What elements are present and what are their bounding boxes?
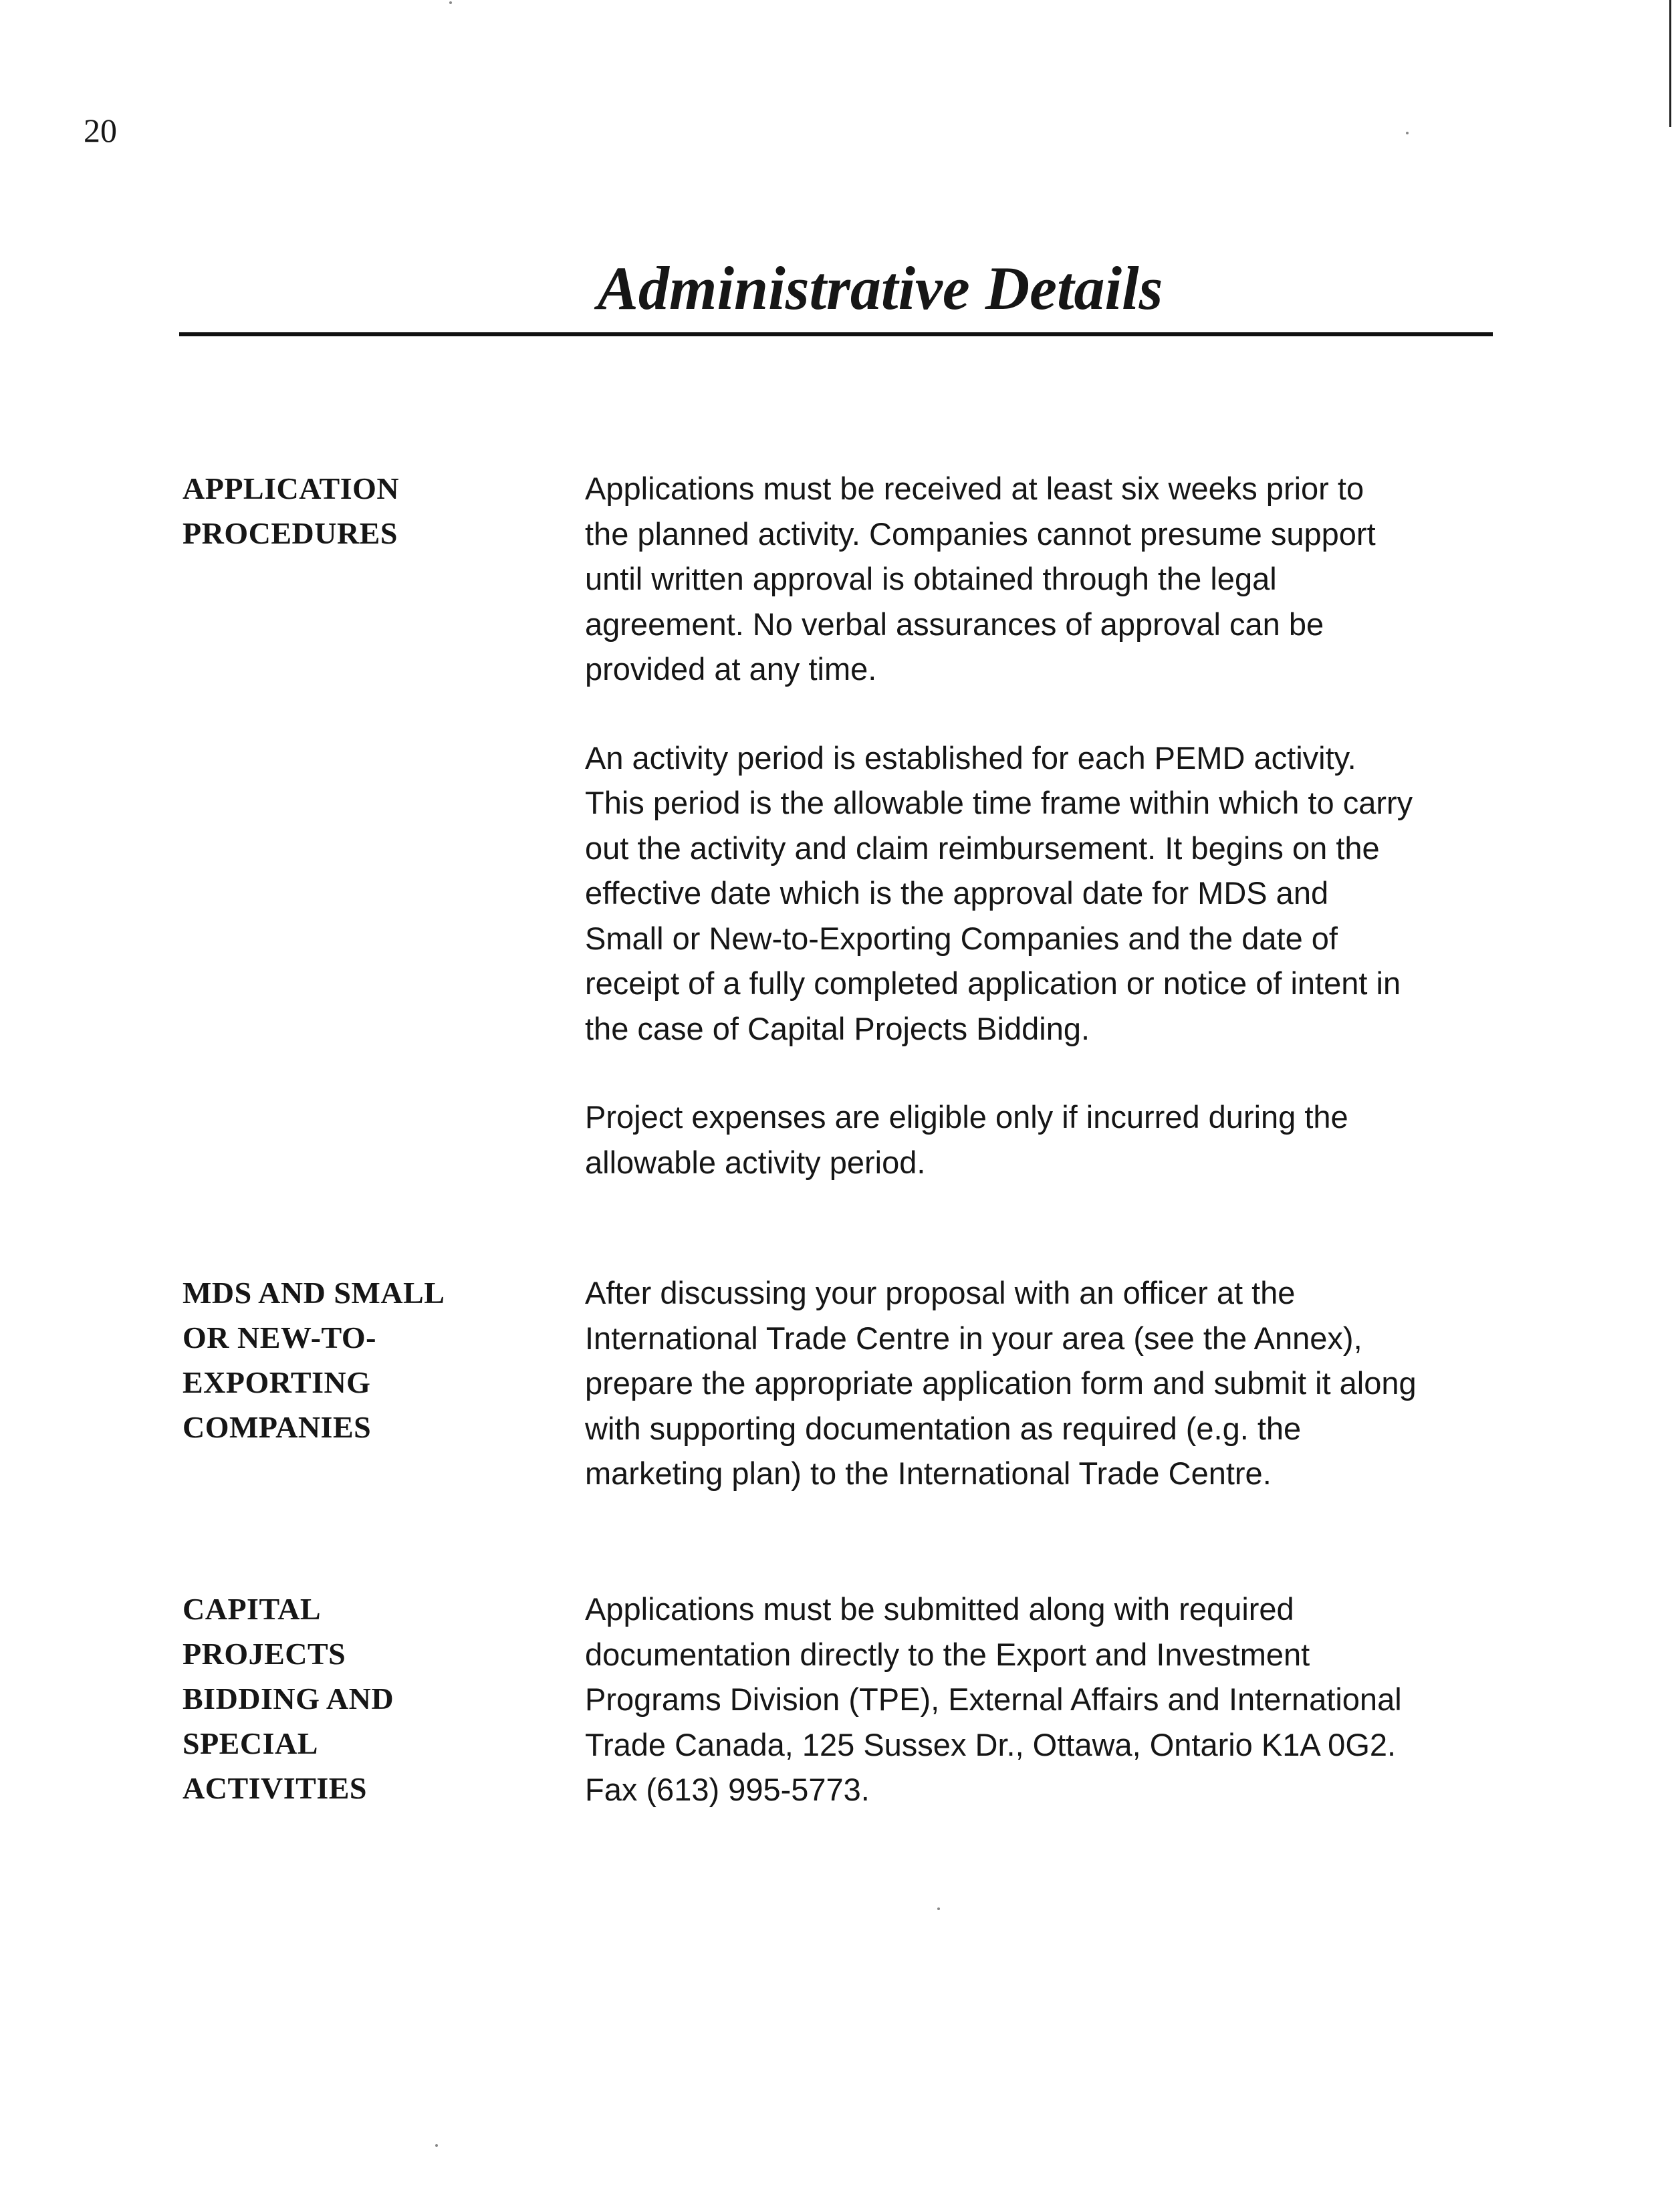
section-heading-line: PROCEDURES (183, 516, 398, 550)
text-line: prepare the appropriate application form and submit it along (585, 1365, 1417, 1401)
scan-speck (1406, 132, 1409, 134)
section-body (585, 466, 1521, 1228)
page-title: Administrative Details (597, 254, 1163, 322)
text-line: until written approval is obtained through the legal (585, 561, 1277, 596)
section-body (585, 1270, 1521, 1540)
text-line: marketing plan) to the International Trade Centre. (585, 1456, 1272, 1491)
text-line: the case of Capital Projects Bidding. (585, 1010, 1090, 1046)
text-line: International Trade Centre in your area (see the Annex), (585, 1320, 1362, 1356)
scan-speck (449, 1, 452, 4)
text-line: provided at any time. (585, 651, 877, 687)
text-line: Programs Division (TPE), External Affairs and International (585, 1681, 1402, 1717)
text-line: agreement. No verbal assurances of approval can be (585, 606, 1324, 642)
section-heading-line: MDS AND SMALL (183, 1276, 445, 1310)
scan-edge-mark (1669, 0, 1671, 127)
text-line: allowable activity period. (585, 1144, 926, 1180)
text-line: This period is the allowable time frame within which to carry (585, 785, 1413, 820)
text-line: out the activity and claim reimbursement. It begins on the (585, 830, 1380, 866)
text-line: with supporting documentation as required (e.g. the (585, 1410, 1302, 1446)
text-line: the planned activity. Companies cannot presume support (585, 515, 1376, 552)
text-line: Applications must be submitted along with required (585, 1591, 1294, 1627)
section-heading (183, 466, 530, 556)
text-line: An activity period is established for each PEMD activity. (585, 739, 1356, 776)
scan-speck (435, 2144, 438, 2147)
paragraph (585, 1587, 1521, 1813)
paragraph (585, 1094, 1521, 1185)
paragraph (585, 735, 1521, 1052)
section-heading-line: OR NEW-TO- (183, 1320, 376, 1355)
text-line: effective date which is the approval date for MDS and (585, 875, 1329, 911)
page-number: 20 (84, 112, 117, 149)
text-line: Small or New-to-Exporting Companies and the date of (585, 920, 1338, 956)
text-line: Trade Canada, 125 Sussex Dr., Ottawa, Ontario K1A 0G2. (585, 1726, 1397, 1762)
scan-speck (937, 1907, 940, 1910)
section-heading-line: CAPITAL (183, 1592, 322, 1626)
section-heading-line: EXPORTING (183, 1365, 371, 1399)
section-heading-line: APPLICATION (183, 471, 400, 505)
text-line: Fax (613) 995-5773. (585, 1772, 870, 1807)
title-rule (179, 332, 1493, 336)
section-heading (183, 1587, 530, 1811)
text-line: Project expenses are eligible only if incurred during the (585, 1099, 1348, 1135)
section-heading-line: ACTIVITIES (183, 1771, 367, 1805)
text-line: After discussing your proposal with an officer at the (585, 1275, 1296, 1310)
section-heading-line: PROJECTS (183, 1637, 346, 1671)
section-heading-line: SPECIAL (183, 1726, 318, 1760)
section-heading (183, 1270, 530, 1449)
text-line: Applications must be received at least six weeks prior to (585, 471, 1364, 506)
section-heading-line: BIDDING AND (183, 1681, 394, 1716)
paragraph (585, 1270, 1521, 1496)
text-line: documentation directly to the Export and Investment (585, 1636, 1310, 1672)
section-heading-line: COMPANIES (183, 1410, 372, 1444)
paragraph (585, 466, 1521, 692)
section-body (585, 1587, 1521, 1856)
text-line: receipt of a fully completed application or notice of intent in (585, 965, 1401, 1001)
